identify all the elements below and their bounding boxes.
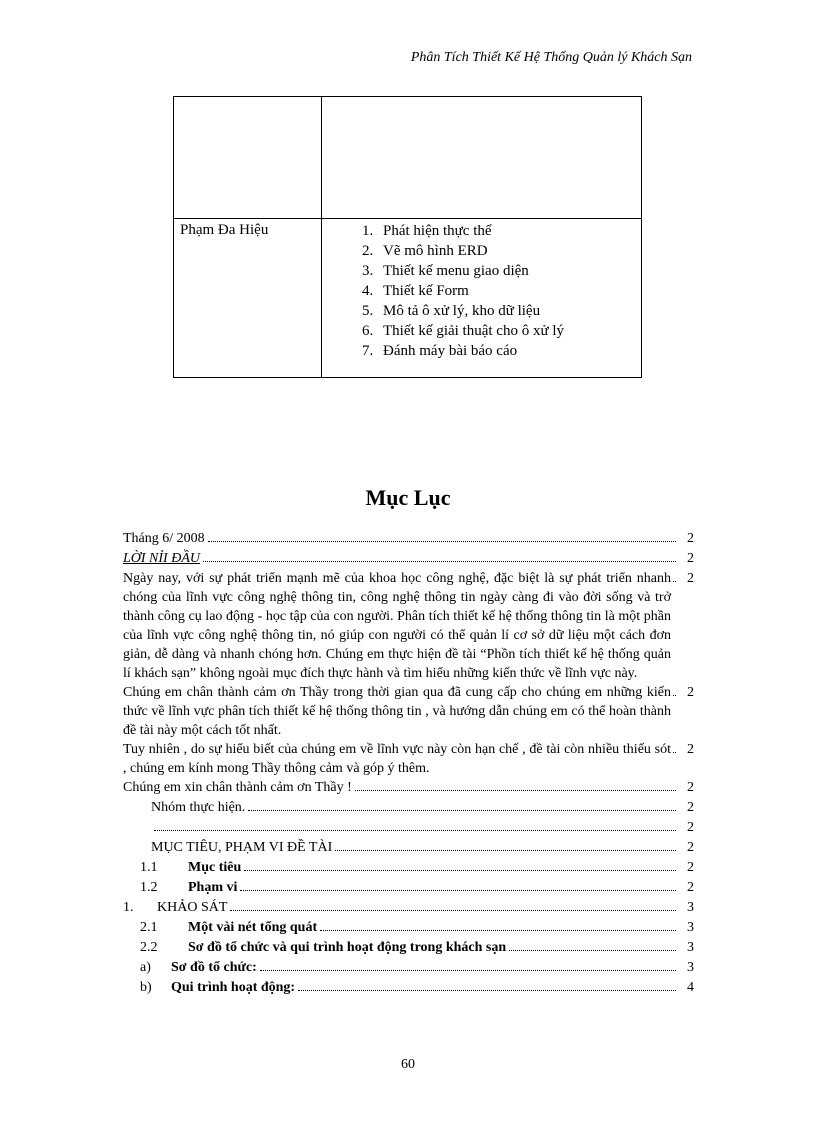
toc-entry-text: Chúng em xin chân thành cảm ơn Thầy !	[123, 780, 352, 795]
toc-entry-text: Qui trình hoạt động:	[171, 980, 296, 995]
table-of-contents	[123, 529, 694, 998]
toc-entry-number: 2.1	[140, 920, 158, 935]
toc-entry[interactable]	[123, 938, 694, 958]
task-item: 2. Vẽ mô hình ERD	[377, 241, 641, 261]
toc-entry[interactable]	[123, 529, 694, 549]
task-list	[322, 221, 641, 361]
toc-entry[interactable]	[123, 918, 694, 938]
toc-page: 2	[687, 685, 694, 700]
page-number: 60	[401, 1057, 415, 1072]
assignment-table	[173, 96, 642, 378]
member-name: Phạm Đa Hiệu	[180, 222, 269, 238]
toc-entry-number: 2.2	[140, 940, 158, 955]
toc-page: 2	[687, 860, 694, 875]
toc-page: 4	[687, 980, 694, 995]
toc-entry[interactable]	[123, 838, 694, 858]
toc-entry-text: Mục tiêu	[188, 860, 242, 875]
toc-page: 3	[687, 960, 694, 975]
toc-entry-number: 1.1	[140, 860, 158, 875]
toc-entry-number: a)	[140, 960, 151, 975]
task-item: 6. Thiết kế giải thuật cho ô xử lý	[377, 321, 641, 341]
toc-entry[interactable]	[123, 778, 694, 798]
toc-entry[interactable]	[123, 798, 694, 818]
toc-entry-text: Tháng 6/ 2008	[123, 531, 205, 546]
toc-page: 3	[687, 920, 694, 935]
toc-page: 2	[687, 780, 694, 795]
toc-entry-text: Nhóm thực hiện.	[151, 800, 246, 815]
toc-page: 2	[687, 551, 694, 566]
toc-entry-text: Phạm vi	[188, 880, 238, 895]
toc-page: 2	[687, 880, 694, 895]
toc-entry[interactable]	[123, 958, 694, 978]
toc-page: 2	[687, 742, 694, 757]
toc-entry-number: 1.2	[140, 880, 158, 895]
running-header: Phân Tích Thiết Kế Hệ Thống Quản lý Khách Sạn	[410, 50, 692, 65]
task-item: 4. Thiết kế Form	[377, 281, 641, 301]
toc-entry[interactable]	[123, 898, 694, 918]
task-item: 3. Thiết kế menu giao diện	[377, 261, 641, 281]
toc-entry[interactable]	[123, 569, 694, 683]
toc-entry-number: 1.	[123, 900, 134, 915]
toc-entry-text: LỜI NỈI ĐẦU	[123, 551, 200, 566]
toc-entry[interactable]	[123, 740, 694, 778]
toc-entry[interactable]	[123, 683, 694, 740]
toc-entry-text: Sơ đồ tổ chức:	[171, 960, 257, 975]
toc-entry-text: Sơ đồ tổ chức và qui trình hoạt động trong khách sạn	[188, 940, 507, 955]
toc-page: 2	[687, 800, 694, 815]
toc-entry[interactable]	[123, 878, 694, 898]
toc-entry[interactable]	[123, 549, 694, 569]
empty-cell	[174, 97, 322, 219]
toc-page: 2	[687, 820, 694, 835]
toc-entry-text: Ngày nay, với sự phát triển mạnh mẽ của khoa học công nghệ, đặc biệt là sự phát triển nhanh chóng của lĩnh vực công nghệ thông tin, công nghệ thông tin ngày càng đi vào đời sống và trở thành công cụ lao động - học tập của con người. Phân tích thiết kế hệ thống thông tin là một phần của lĩnh vực công nghệ thông tin, nó giúp con người có thể quản lí cơ sở dữ liệu một cách đơn giản, dễ dàng và nhanh chóng hơn. Chúng em thực hiện đề tài “Phồn tích thiết kế hệ thống quản lí khách sạn” không ngoài mục đích thực hành và tìm hiểu những kiến thức về lĩnh vực này.	[123, 571, 671, 681]
toc-title: Mục Lục	[365, 485, 451, 510]
toc-page: 2	[687, 531, 694, 546]
toc-page: 2	[687, 840, 694, 855]
toc-entry-text: MỤC TIÊU, PHẠM VI ĐỀ TÀI	[151, 840, 333, 855]
toc-entry-text: Một vài nét tổng quát	[188, 920, 318, 935]
toc-entry-number: b)	[140, 980, 152, 995]
task-list-cell	[322, 219, 642, 378]
toc-entry[interactable]	[123, 818, 694, 838]
toc-page: 3	[687, 940, 694, 955]
task-item: 5. Mô tả ô xử lý, kho dữ liệu	[377, 301, 641, 321]
toc-page: 2	[687, 571, 694, 586]
toc-page: 3	[687, 900, 694, 915]
task-item: 1. Phát hiện thực thể	[377, 221, 641, 241]
toc-entry[interactable]	[123, 978, 694, 998]
empty-cell	[322, 97, 642, 219]
toc-entry-text: KHẢO SÁT	[157, 900, 228, 915]
toc-entry-text: Tuy nhiên , do sự hiểu biết của chúng em về lĩnh vực này còn hạn chế , đề tài còn nhiều thiếu sót , chúng em kính mong Thầy thông cảm và góp ý thêm.	[123, 742, 671, 776]
toc-entry-text: Chúng em chân thành cảm ơn Thầy trong thời gian qua đã cung cấp cho chúng em những kiến thức về lĩnh vực phân tích thiết kế hệ thống thông tin , và hướng dẫn chúng em có thể hoàn thành đề tài này một cách tốt nhất.	[123, 685, 671, 738]
member-name-cell	[174, 219, 322, 378]
toc-entry[interactable]	[123, 858, 694, 878]
task-item: 7. Đánh máy bài báo cáo	[377, 341, 641, 361]
